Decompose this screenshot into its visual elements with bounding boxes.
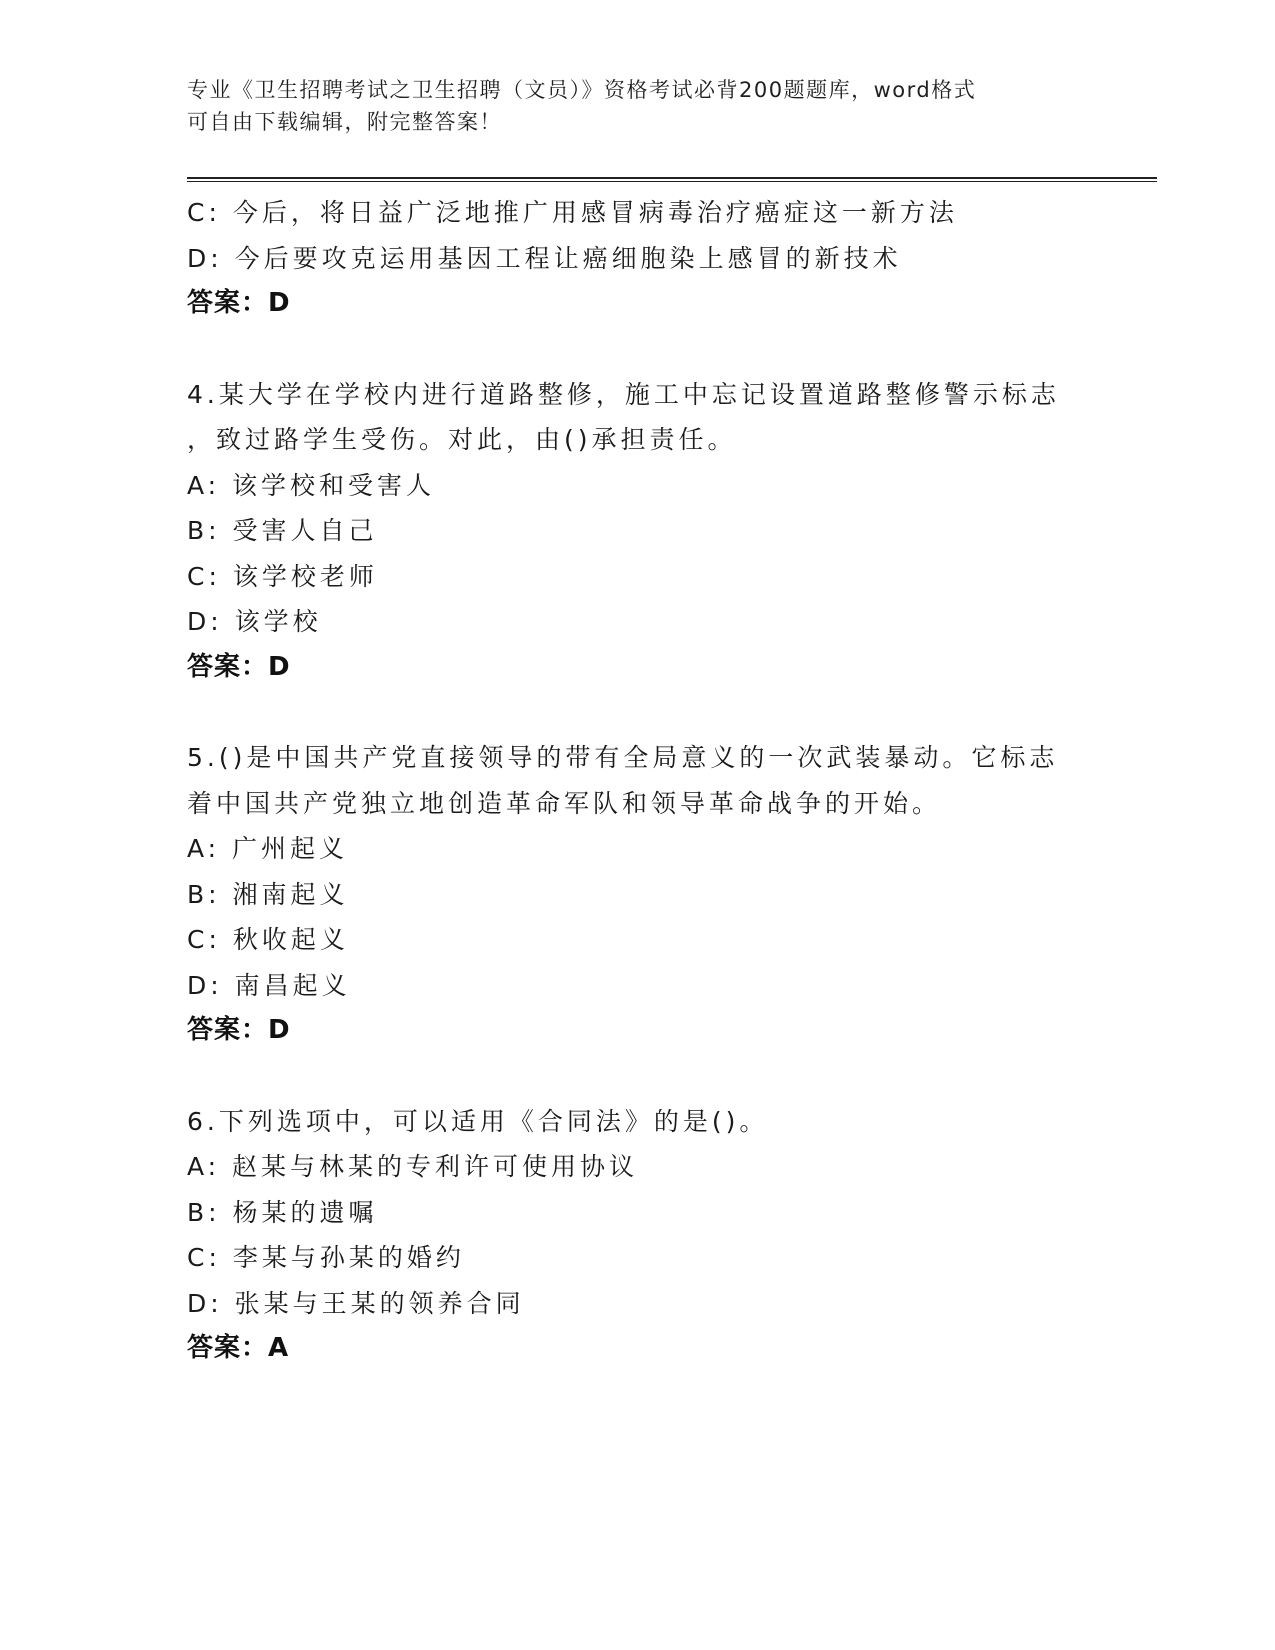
question-stem: 4.某大学在学校内进行道路整修，施工中忘记设置道路整修警示标志 (187, 379, 1060, 409)
header-title-line-2: 可自由下载编辑，附完整答案！ (187, 110, 502, 134)
option-c: C: 李某与孙某的婚约 (187, 1243, 465, 1272)
question-stem: 6.下列选项中，可以适用《合同法》的是()。 (187, 1106, 769, 1136)
option-d: D: 今后要攻克运用基因工程让癌细胞染上感冒的新技术 (187, 243, 902, 273)
question-stem: ，致过路学生受伤。对此，由()承担责任。 (187, 425, 737, 454)
header-divider (187, 177, 1157, 182)
question-stem: 5.()是中国共产党直接领导的带有全局意义的一次武装暴动。它标志 (187, 743, 1059, 772)
option-c: C: 该学校老师 (187, 561, 378, 591)
question-4 (187, 372, 1147, 691)
answer-line: 答案：D (187, 288, 291, 318)
option-b: B: 湘南起义 (187, 879, 349, 909)
answer-line: 答案：D (187, 651, 291, 682)
option-b: B: 杨某的遗嘱 (187, 1197, 378, 1227)
question-continuation (187, 190, 1147, 327)
option-c: C: 今后，将日益广泛地推广用感冒病毒治疗癌症这一新方法 (187, 198, 958, 227)
question-stem: 着中国共产党独立地创造革命军队和领导革命战争的开始。 (187, 788, 942, 818)
option-a: A: 广州起义 (187, 834, 349, 863)
document-header (187, 74, 1087, 138)
option-d: D: 南昌起义 (187, 970, 351, 1000)
answer-line: 答案：D (187, 1015, 291, 1045)
question-5 (187, 735, 1147, 1054)
option-b: B: 受害人自己 (187, 516, 378, 545)
question-6 (187, 1099, 1147, 1372)
option-a: A: 赵某与林某的专利许可使用协议 (187, 1152, 639, 1181)
header-title-line-1: 专业《卫生招聘考试之卫生招聘（文员）》资格考试必背200题题库，word格式 (187, 78, 977, 102)
question-content (187, 190, 1147, 1372)
option-d: D: 张某与王某的领养合同 (187, 1288, 525, 1318)
option-c: C: 秋收起义 (187, 925, 349, 954)
option-a: A: 该学校和受害人 (187, 470, 436, 500)
option-d: D: 该学校 (187, 607, 322, 636)
answer-line: 答案：A (187, 1333, 290, 1363)
